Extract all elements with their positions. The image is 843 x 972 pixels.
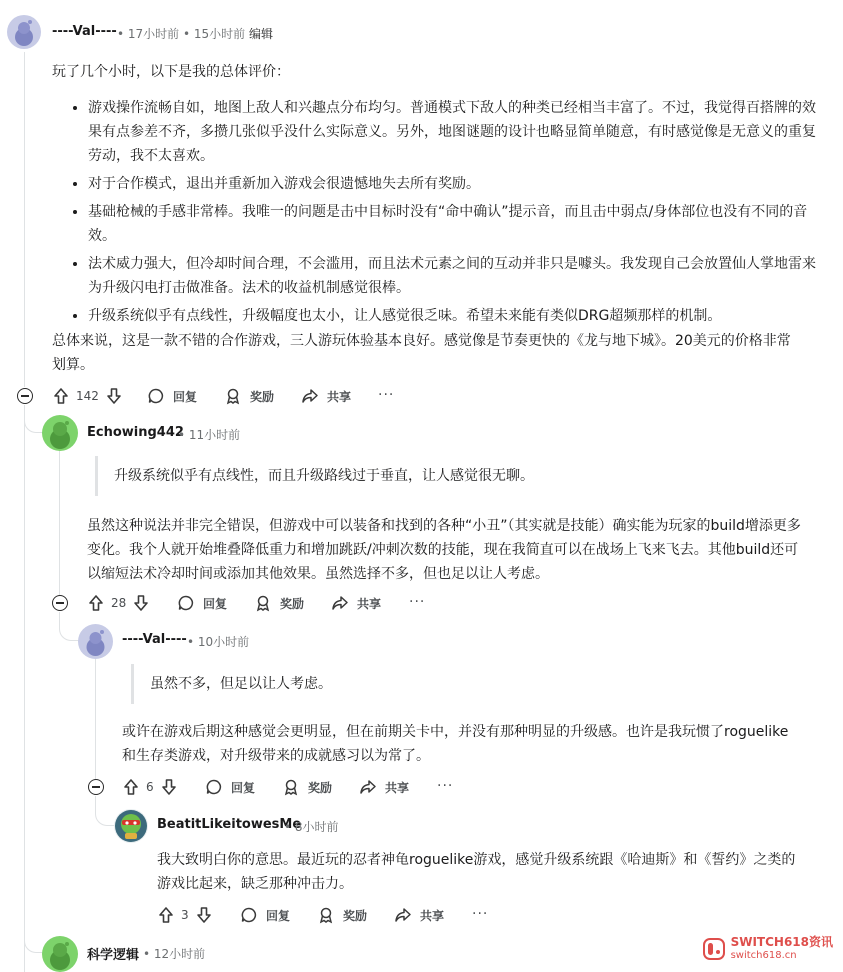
comment-time: • 8小时前 <box>284 820 339 834</box>
award-icon <box>317 906 335 924</box>
vote-count: 3 <box>181 908 189 922</box>
downvote-icon[interactable] <box>160 778 178 796</box>
vote-count: 6 <box>146 780 154 794</box>
comment-bullet-list <box>56 96 828 332</box>
watermark-url: switch618.cn <box>730 950 797 961</box>
vote-bar <box>157 904 213 926</box>
reply-button[interactable] <box>240 904 290 926</box>
share-button[interactable] <box>394 904 444 926</box>
collapse-button[interactable] <box>52 595 68 611</box>
downvote-icon[interactable] <box>105 387 123 405</box>
vote-bar <box>52 385 123 407</box>
comment-timestamp <box>117 25 273 42</box>
comment-author[interactable]: BeatitLikeitowesMe <box>157 817 302 832</box>
reply-button[interactable] <box>205 776 255 798</box>
comment-author[interactable]: ----Val---- <box>52 24 117 39</box>
comment-time: • 11小时前 <box>178 428 241 442</box>
avatar[interactable] <box>78 624 113 659</box>
watermark-title: SWITCH618资讯 <box>730 935 833 949</box>
comment-body: 虽然这种说法并非完全错误，但游戏中可以装备和找到的各种“小丑”（其实就是技能）确实能为玩家的build增添更多变化。我个人就开始堆叠降低重力和增加跳跃/冲刺次数的技能，现在我简直可以在战场上飞来飞去。其他build还可以缩短法术冷却时间或添加其他效果。虽然选择不多，但也足以让人考虑。 <box>87 518 801 582</box>
share-button[interactable] <box>359 776 409 798</box>
comment-body: 我大致明白你的意思。最近玩的忍者神龟roguelike游戏，感觉升级系统跟《哈迪斯》和《誓约》之类的游戏比起来，缺乏那种冲击力。 <box>157 852 796 892</box>
thread-elbow <box>95 803 116 826</box>
downvote-icon[interactable] <box>132 594 150 612</box>
share-label: 共享 <box>357 596 382 611</box>
list-item: • 对于合作模式，退出并重新加入游戏会很遗憾地失去所有奖励。 <box>88 172 828 196</box>
avatar[interactable] <box>42 936 78 972</box>
list-item: • 基础枪械的手感非常棒。我唯一的问题是击中目标时没有“命中确认”提示音，而且击中弱点/身体部位也没有不同的音效。 <box>88 200 828 248</box>
switch-logo-icon <box>703 938 725 960</box>
vote-count: 28 <box>111 596 127 610</box>
share-icon <box>301 387 319 405</box>
list-item: • 升级系统似乎有点线性，升级幅度也太小，让人感觉很乏味。希望未来能有类似DRG超频那样的机制。 <box>88 304 828 328</box>
vote-bar <box>87 592 150 614</box>
award-label: 奖励 <box>308 780 333 795</box>
share-icon <box>359 778 377 796</box>
award-icon <box>254 594 272 612</box>
vote-count: 142 <box>76 389 99 403</box>
comment-icon <box>205 778 223 796</box>
site-watermark <box>703 936 833 962</box>
downvote-icon[interactable] <box>195 906 213 924</box>
collapse-button[interactable] <box>17 388 33 404</box>
award-label: 奖励 <box>280 596 305 611</box>
reply-label: 回复 <box>173 389 198 404</box>
thread-line-root <box>24 52 25 387</box>
share-label: 共享 <box>385 780 410 795</box>
upvote-icon[interactable] <box>122 778 140 796</box>
thread-line-root-lower <box>24 405 25 972</box>
avatar[interactable] <box>42 415 78 451</box>
list-item: • 游戏操作流畅自如，地图上敌人和兴趣点分布均匀。普通模式下敌人的种类已经相当丰富了。不过，我觉得百搭牌的效果有点参差不齐，多攒几张似乎没什么实际意义。另外，地图谜题的设计也略显简单随意，有时感觉像是无意义的重复劳动，我不太喜欢。 <box>88 96 828 168</box>
vote-bar <box>122 776 178 798</box>
comment-time: • 17小时前 • 15小时前 <box>117 27 246 41</box>
collapse-button[interactable] <box>88 779 104 795</box>
comment-quote: 升级系统似乎有点线性，而且升级路线过于垂直，让人感觉很无聊。 <box>95 456 794 496</box>
thread-elbow <box>59 618 80 641</box>
more-options-icon[interactable]: ··· <box>472 906 489 922</box>
more-options-icon[interactable]: ··· <box>409 594 426 610</box>
comment-icon <box>240 906 258 924</box>
award-label: 奖励 <box>250 389 275 404</box>
comment-body: 或许在游戏后期这种感觉会更明显，但在前期关卡中，并没有那种明显的升级感。也许是我玩惯了roguelike和生存类游戏，对升级带来的成就感习以为常了。 <box>122 724 789 764</box>
comment-icon <box>147 387 165 405</box>
comment-body-intro: 玩了几个小时，以下是我的总体评价： <box>52 64 290 80</box>
comment-body-outro: 总体来说，这是一款不错的合作游戏，三人游玩体验基本良好。感觉像是节奏更快的《龙与地下城》。20美元的价格非常划算。 <box>52 333 791 373</box>
award-button[interactable] <box>282 776 332 798</box>
comment-author[interactable]: ----Val---- <box>122 632 187 647</box>
thread-line-echowing <box>59 450 60 595</box>
award-icon <box>282 778 300 796</box>
reply-button[interactable] <box>147 385 197 407</box>
share-label: 共享 <box>420 908 445 923</box>
more-options-icon[interactable]: ··· <box>437 778 454 794</box>
avatar[interactable] <box>114 809 148 843</box>
share-icon <box>394 906 412 924</box>
comment-time: • 10小时前 <box>187 635 250 649</box>
more-options-icon[interactable]: ··· <box>378 387 395 403</box>
upvote-icon[interactable] <box>87 594 105 612</box>
share-label: 共享 <box>327 389 352 404</box>
award-button[interactable] <box>317 904 367 926</box>
comment-quote: 虽然不多，但足以让人考虑。 <box>131 664 790 704</box>
share-icon <box>331 594 349 612</box>
comment-author[interactable]: Echowing442 <box>87 425 184 440</box>
award-label: 奖励 <box>343 908 368 923</box>
share-button[interactable] <box>331 592 381 614</box>
award-button[interactable] <box>224 385 274 407</box>
comment-time: • 12小时前 <box>143 947 206 961</box>
reply-label: 回复 <box>231 780 256 795</box>
comment-icon <box>177 594 195 612</box>
avatar[interactable] <box>7 15 41 49</box>
award-button[interactable] <box>254 592 304 614</box>
upvote-icon[interactable] <box>52 387 70 405</box>
comment-author[interactable]: 科学逻辑 <box>87 948 140 963</box>
thread-line-val2 <box>95 658 96 779</box>
reply-button[interactable] <box>177 592 227 614</box>
upvote-icon[interactable] <box>157 906 175 924</box>
share-button[interactable] <box>301 385 351 407</box>
edited-label: 编辑 <box>248 27 273 41</box>
reply-label: 回复 <box>266 908 291 923</box>
award-icon <box>224 387 242 405</box>
reply-label: 回复 <box>203 596 228 611</box>
list-item: • 法术威力强大，但冷却时间合理，不会滥用，而且法术元素之间的互动并非只是噱头。我发现自己会放置仙人掌地雷来为升级闪电打击做准备。法术的收益机制感觉很棒。 <box>88 252 828 300</box>
